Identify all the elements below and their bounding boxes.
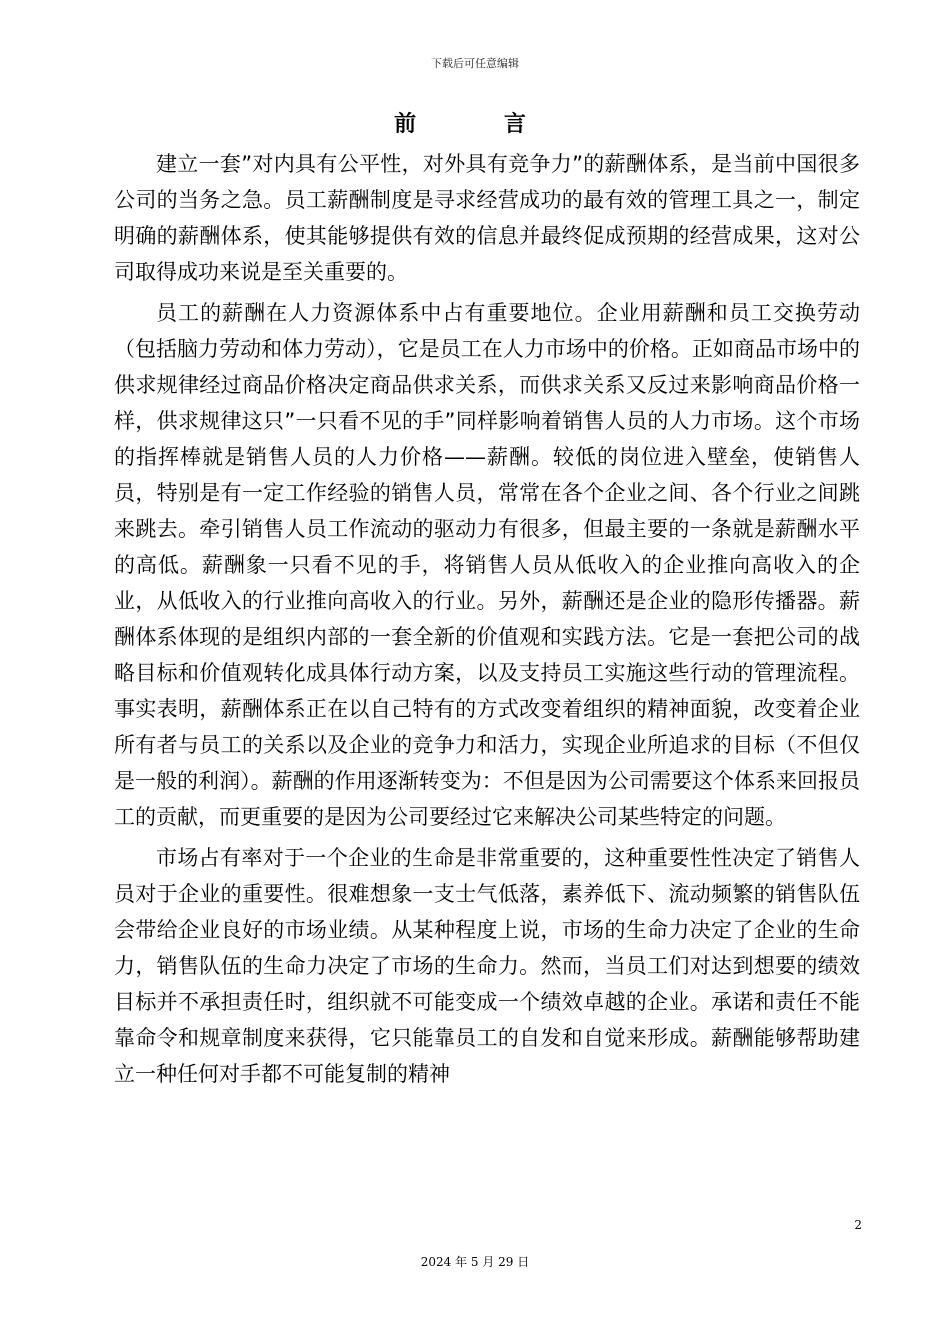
paragraph-1: 建立一套”对内具有公平性，对外具有竞争力”的薪酬体系，是当前中国很多公司的当务之急。员工薪酬制度是寻求经营成功的最有效的管理工具之一，制定明确的薪酬体系，使其能够提供有效的信息并最终促成预期的经营成果，这对公司取得成功来说是至关重要的。 — [114, 152, 860, 284]
header-note: 下载后可任意编辑 — [431, 57, 519, 70]
document-body — [114, 146, 860, 1092]
paragraph-2: 员工的薪酬在人力资源体系中占有重要地位。企业用薪酬和员工交换劳动（包括脑力劳动和体力劳动），它是员工在人力市场中的价格。正如商品市场中的供求规律经过商品价格决定商品供求关系，而供求关系又反过来影响商品价格一样，供求规律这只”一只看不见的手”同样影响着销售人员的人力市场。这个市场的指挥棒就是销售人员的人力价格——薪酬。较低的岗位进入壁垒，使销售人员，特别是有一定工作经验的销售人员，常常在各个企业之间、各个行业之间跳来跳去。牵引销售人员工作流动的驱动力有很多，但最主要的一条就是薪酬水平的高低。薪酬象一只看不见的手，将销售人员从低收入的企业推向高收入的企业，从低收入的行业推向高收入的行业。另外，薪酬还是企业的隐形传播器。薪酬体系体现的是组织内部的一套全新的价值观和实践方法。它是一套把公司的战略目标和价值观转化成具体行动方案，以及支持员工实施这些行动的管理流程。事实表明，薪酬体系正在以自己特有的方式改变着组织的精神面貌，改变着企业所有者与员工的关系以及企业的竞争力和活力，实现企业所追求的目标（不但仅是一般的利润）。薪酬的作用逐渐转变为：不但是因为公司需要这个体系来回报员工的贡献，而更重要的是因为公司要经过它来解决公司某些特定的问题。 — [114, 301, 860, 829]
page-number: 2 — [854, 1218, 862, 1232]
footer-date: 2024 年 5 月 29 日 — [420, 1255, 530, 1269]
page-title: 前 言 — [394, 112, 566, 137]
paragraph-3: 市场占有率对于一个企业的生命是非常重要的，这种重要性性决定了销售人员对于企业的重要性。很难想象一支士气低落，素养低下、流动频繁的销售队伍会带给企业良好的市场业绩。从某种程度上说，市场的生命力决定了企业的生命力，销售队伍的生命力决定了市场的生命力。然而，当员工们对达到想要的绩效目标并不承担责任时，组织就不可能变成一个绩效卓越的企业。承诺和责任不能靠命令和规章制度来获得，它只能靠员工的自发和自觉来形成。薪酬能够帮助建立一种任何对手都不可能复制的精神 — [114, 846, 860, 1086]
